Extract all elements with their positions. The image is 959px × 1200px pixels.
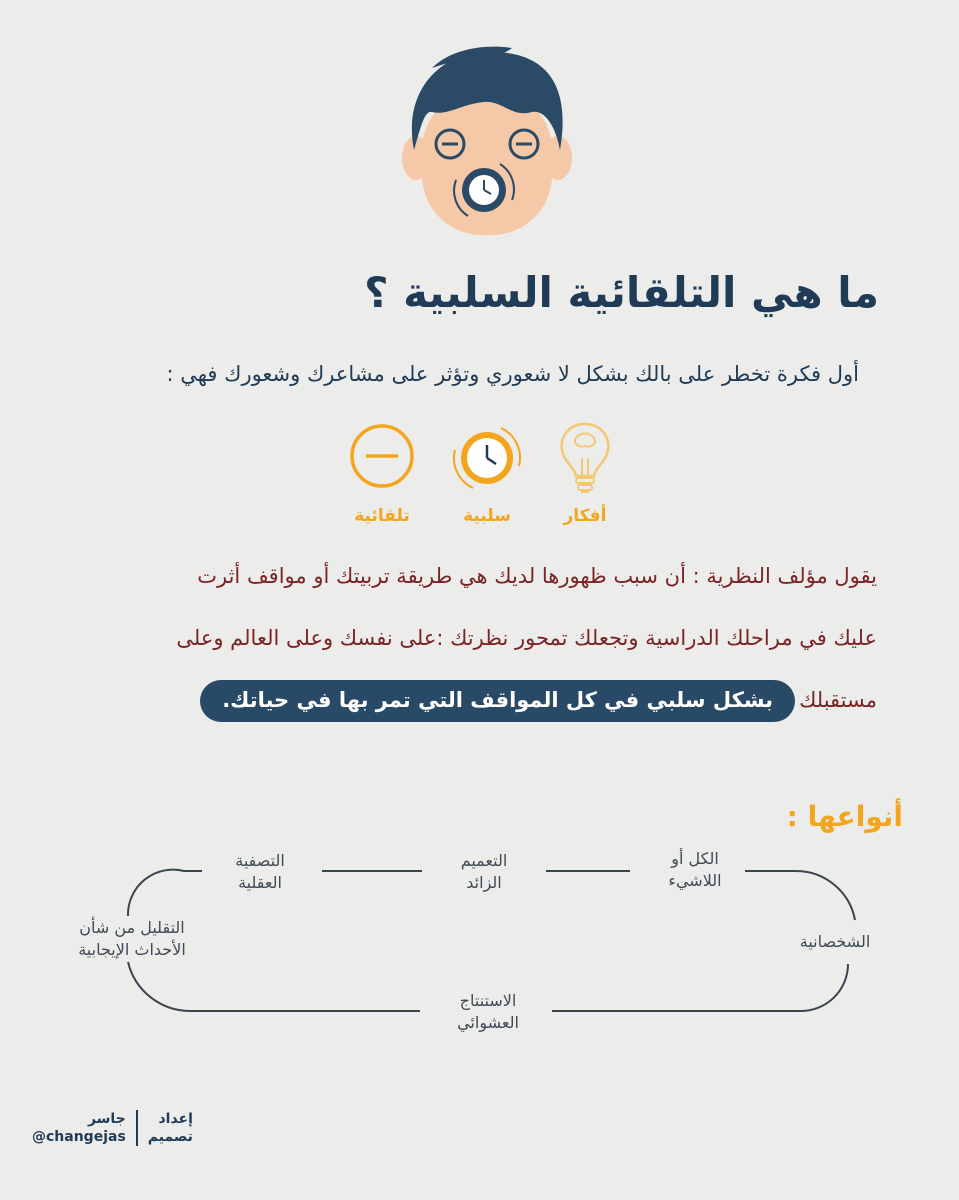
type-personalization	[770, 931, 900, 953]
body-line-3-start: مستقبلك	[799, 688, 877, 712]
type-all-or-nothing	[640, 848, 750, 892]
face-illustration-icon	[392, 40, 582, 240]
credit-label-design: تصميم	[147, 1129, 193, 1145]
highlight-pill: بشكل سلبي في كل المواقف التي تمر بها في حياتك.	[200, 680, 795, 722]
credits	[32, 1110, 193, 1146]
feature-label: تلقائية	[354, 506, 410, 526]
feature-automatic	[327, 418, 437, 526]
type-line: الشخصانية	[799, 932, 871, 951]
credit-label-prep: إعداد	[158, 1111, 193, 1127]
credits-divider	[136, 1110, 138, 1146]
body-line-2: عليك في مراحلك الدراسية وتجعلك تمحور نظرتك :على نفسك وعلى العالم وعلى	[176, 626, 877, 650]
minus-circle-icon	[342, 418, 422, 498]
feature-label: سلبية	[463, 506, 511, 526]
credit-handle: @changejas	[32, 1129, 126, 1145]
type-line: اللاشيء	[668, 871, 722, 890]
connector-line	[128, 962, 420, 1011]
type-line: العقلية	[238, 873, 282, 892]
type-mental-filter	[196, 850, 324, 894]
type-jumping-to-conclusions	[420, 990, 556, 1034]
type-line: التصفية	[235, 851, 285, 870]
type-line: الأحداث الإيجابية	[78, 940, 186, 959]
type-line: الزائد	[466, 873, 502, 892]
body-line-1: يقول مؤلف النظرية : أن سبب ظهورها لديك هي طريقة تربيتك أو مواقف أثرت	[197, 564, 877, 588]
types-heading: أنواعها :	[786, 800, 903, 833]
lightbulb-icon	[550, 418, 620, 498]
type-line: العشوائي	[457, 1013, 519, 1032]
connector-line	[552, 964, 848, 1011]
credits-labels	[148, 1110, 193, 1146]
feature-thoughts	[530, 418, 640, 526]
credits-values	[32, 1110, 126, 1146]
credit-name: جاسر	[87, 1111, 126, 1127]
intro-text: أول فكرة تخطر على بالك بشكل لا شعوري وتؤثر على مشاعرك وشعورك فهي :	[166, 362, 859, 386]
feature-label: أفكار	[563, 506, 607, 526]
type-line: الكل أو	[671, 849, 719, 868]
feature-negative	[432, 418, 542, 526]
type-line: التعميم	[460, 851, 508, 870]
body-line-3	[200, 680, 877, 722]
type-disqualifying-positive	[52, 917, 212, 961]
type-line: الاستنتاج	[459, 991, 517, 1010]
type-overgeneralization	[420, 850, 548, 894]
connector-line	[745, 871, 855, 920]
clock-icon	[447, 418, 527, 498]
type-line: التقليل من شأن	[79, 918, 185, 937]
page-title: ما هي التلقائية السلبية ؟	[364, 268, 879, 317]
connector-line	[128, 870, 202, 916]
